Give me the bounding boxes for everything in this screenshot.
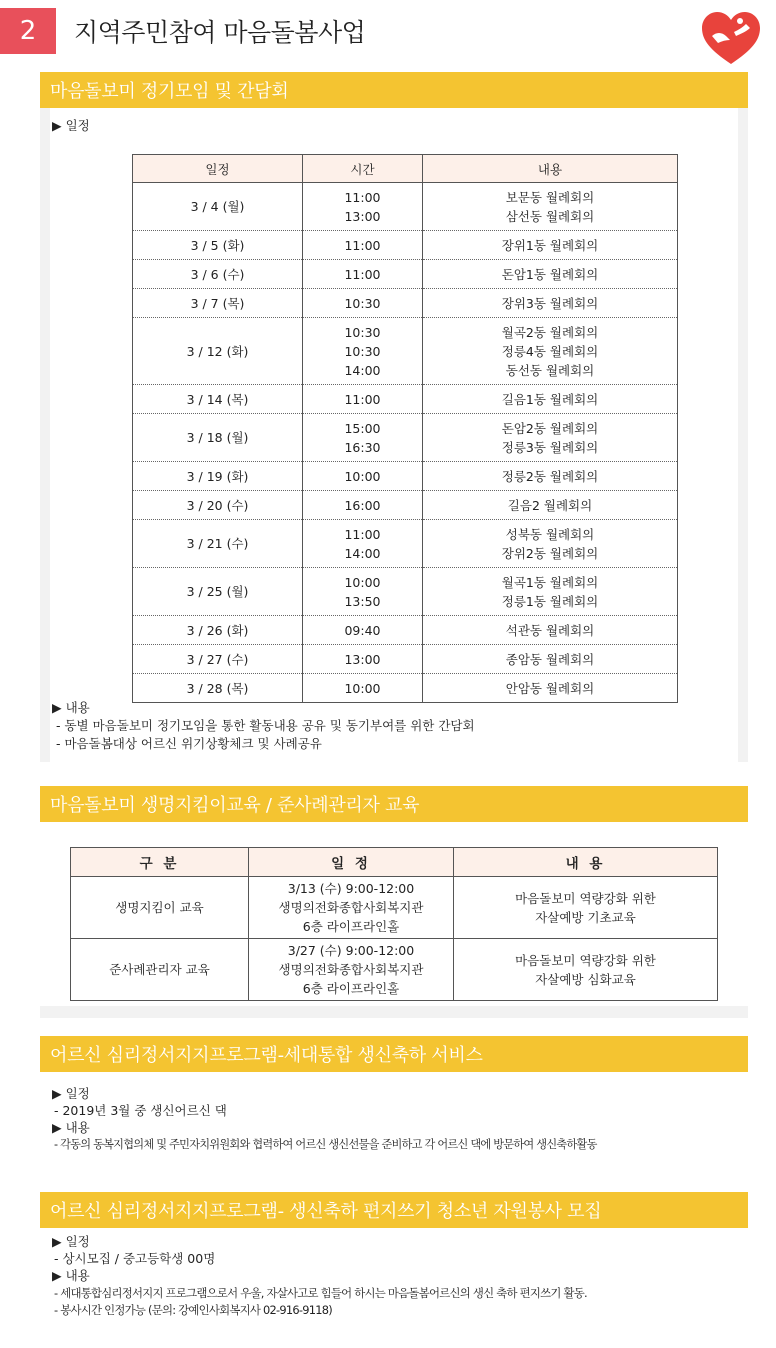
section-title: 어르신 심리정서지지프로그램- 생신축하 편지쓰기 청소년 자원봉사 모집 xyxy=(40,1192,748,1228)
schedule-content xyxy=(423,231,678,260)
schedule-date: 3 / 4 (월) xyxy=(133,183,303,231)
heart-hands-icon xyxy=(700,10,762,66)
schedule-line: 3/13 (수) 9:00-12:00 xyxy=(287,881,415,896)
section-title: 어르신 심리정서지지프로그램-세대통합 생신축하 서비스 xyxy=(40,1036,748,1072)
schedule-row xyxy=(133,231,678,260)
meeting-name: 성북동 월례회의 xyxy=(505,526,595,542)
section-number-badge: 2 xyxy=(0,8,56,54)
schedule-date: 3 / 7 (목) xyxy=(133,289,303,318)
time-value: 11:00 xyxy=(344,526,381,542)
time-value: 10:00 xyxy=(344,574,381,590)
schedule-content xyxy=(423,414,678,462)
content-line: 마음돌보미 역량강화 위한 xyxy=(515,952,656,968)
schedule-line: - 2019년 3월 중 생신어르신 댁 xyxy=(54,1103,227,1118)
content-line: - 봉사시간 인정가능 (문의: 강예인사회복지사 02-916-9118) xyxy=(54,1303,332,1317)
schedule-content xyxy=(423,289,678,318)
schedule-content xyxy=(423,645,678,674)
content-line: - 세대통합심리정서지지 프로그램으로서 우울, 자살사고로 힘들어 하시는 마음돌봄어르신의 생신 축하 편지쓰기 활동. xyxy=(54,1286,587,1300)
time-value: 16:00 xyxy=(344,497,381,513)
education-schedule xyxy=(249,877,454,939)
time-value: 16:30 xyxy=(344,439,381,455)
schedule-content xyxy=(423,385,678,414)
schedule-date: 3 / 25 (월) xyxy=(133,568,303,616)
time-value: 10:30 xyxy=(344,343,381,359)
schedule-date: 3 / 14 (목) xyxy=(133,385,303,414)
meeting-name: 돈암1동 월례회의 xyxy=(501,266,599,282)
schedule-time xyxy=(303,260,423,289)
schedule-line: 생명의전화종합사회복지관 xyxy=(278,900,424,915)
schedule-row xyxy=(133,616,678,645)
meeting-name: 장위3동 월례회의 xyxy=(501,295,599,311)
schedule-date: 3 / 19 (화) xyxy=(133,462,303,491)
schedule-row xyxy=(133,645,678,674)
schedule-content xyxy=(423,318,678,385)
education-schedule xyxy=(249,939,454,1001)
page-title: 지역주민참여 마음돌봄사업 xyxy=(74,18,366,47)
birthday-service-section xyxy=(40,1036,748,1176)
schedule-line: 생명의전화종합사회복지관 xyxy=(278,962,424,977)
schedule-time xyxy=(303,231,423,260)
meeting-name: 안암동 월례회의 xyxy=(505,680,595,696)
schedule-date: 3 / 6 (수) xyxy=(133,260,303,289)
meeting-schedule-table xyxy=(132,154,678,703)
column-header-content: 내용 xyxy=(423,155,678,183)
content-line: 마음돌보미 역량강화 위한 xyxy=(515,890,656,906)
meeting-name: 삼선동 월례회의 xyxy=(505,208,595,224)
schedule-time xyxy=(303,520,423,568)
schedule-time xyxy=(303,616,423,645)
time-value: 11:00 xyxy=(344,237,381,253)
meeting-name: 정릉1동 월례회의 xyxy=(501,593,599,609)
schedule-date: 3 / 18 (월) xyxy=(133,414,303,462)
schedule-time xyxy=(303,385,423,414)
time-value: 14:00 xyxy=(344,545,381,561)
schedule-row xyxy=(133,520,678,568)
schedule-time xyxy=(303,462,423,491)
section-title: 마음돌보미 정기모임 및 간담회 xyxy=(40,72,748,108)
schedule-row xyxy=(133,674,678,703)
schedule-line: 6층 라이프라인홀 xyxy=(302,919,400,934)
schedule-row xyxy=(133,414,678,462)
schedule-content xyxy=(423,674,678,703)
schedule-content xyxy=(423,616,678,645)
time-value: 15:00 xyxy=(344,420,381,436)
time-value: 14:00 xyxy=(344,362,381,378)
schedule-date: 3 / 12 (화) xyxy=(133,318,303,385)
time-value: 13:00 xyxy=(344,651,381,667)
section-title: 마음돌보미 생명지킴이교육 / 준사례관리자 교육 xyxy=(40,786,748,822)
meeting-name: 길음2 월례회의 xyxy=(507,497,593,513)
time-value: 10:30 xyxy=(344,324,381,340)
education-section xyxy=(40,786,748,1018)
schedule-row xyxy=(133,385,678,414)
schedule-row xyxy=(133,289,678,318)
regular-meeting-section xyxy=(40,72,748,762)
meeting-name: 동선동 월례회의 xyxy=(505,362,595,378)
section-body xyxy=(50,108,738,762)
schedule-date: 3 / 26 (화) xyxy=(133,616,303,645)
schedule-row xyxy=(133,183,678,231)
time-value: 10:30 xyxy=(344,295,381,311)
schedule-row xyxy=(133,260,678,289)
meeting-name: 돈암2동 월례회의 xyxy=(501,420,599,436)
schedule-time xyxy=(303,414,423,462)
schedule-date: 3 / 28 (목) xyxy=(133,674,303,703)
time-value: 11:00 xyxy=(344,189,381,205)
section-body xyxy=(40,822,748,1006)
schedule-content xyxy=(423,260,678,289)
education-table xyxy=(70,847,718,1001)
schedule-row xyxy=(133,491,678,520)
schedule-date: 3 / 20 (수) xyxy=(133,491,303,520)
schedule-time xyxy=(303,289,423,318)
schedule-time xyxy=(303,568,423,616)
schedule-time xyxy=(303,318,423,385)
content-line: - 각동의 동복지협의체 및 주민자치위원회와 협력하여 어르신 생신선물을 준비하고 각 어르신 댁에 방문하여 생신축하활동 xyxy=(54,1138,597,1151)
schedule-line: 3/27 (수) 9:00-12:00 xyxy=(287,943,415,958)
meeting-name: 장위1동 월례회의 xyxy=(501,237,599,253)
time-value: 11:00 xyxy=(344,266,381,282)
column-header-type: 구 분 xyxy=(71,848,249,877)
time-value: 10:00 xyxy=(344,680,381,696)
column-header-schedule: 일 정 xyxy=(249,848,454,877)
education-content xyxy=(454,939,718,1001)
content-line: - 마음돌봄대상 어르신 위기상황체크 및 사례공유 xyxy=(56,736,322,751)
content-label: ▶ 내용 xyxy=(52,1268,90,1283)
schedule-date: 3 / 21 (수) xyxy=(133,520,303,568)
meeting-name: 길음1동 월례회의 xyxy=(501,391,599,407)
section-body xyxy=(40,1228,748,1332)
meeting-name: 석관동 월례회의 xyxy=(505,622,595,638)
time-value: 13:00 xyxy=(344,208,381,224)
time-value: 13:50 xyxy=(344,593,381,609)
schedule-content xyxy=(423,520,678,568)
column-header-date: 일정 xyxy=(133,155,303,183)
schedule-row xyxy=(133,462,678,491)
time-value: 09:40 xyxy=(344,622,381,638)
schedule-row xyxy=(133,568,678,616)
page-header xyxy=(0,0,776,60)
schedule-label: ▶ 일정 xyxy=(52,1086,90,1101)
meeting-name: 월곡1동 월례회의 xyxy=(501,574,599,590)
schedule-row xyxy=(133,318,678,385)
education-content xyxy=(454,877,718,939)
schedule-content xyxy=(423,183,678,231)
meeting-name: 종암동 월례회의 xyxy=(505,651,595,667)
meeting-name: 보문동 월례회의 xyxy=(505,189,595,205)
content-label: ▶ 내용 xyxy=(52,1120,90,1135)
time-value: 11:00 xyxy=(344,391,381,407)
column-header-content: 내 용 xyxy=(454,848,718,877)
content-label: ▶ 내용 xyxy=(52,700,90,715)
education-type: 생명지킴이 교육 xyxy=(71,877,249,939)
meeting-name: 정릉2동 월례회의 xyxy=(501,468,599,484)
schedule-line: 6층 라이프라인홀 xyxy=(302,981,400,996)
schedule-content xyxy=(423,491,678,520)
content-line: 자살예방 기초교육 xyxy=(535,909,636,925)
meeting-name: 장위2동 월례회의 xyxy=(501,545,599,561)
schedule-label: ▶ 일정 xyxy=(52,1234,90,1249)
schedule-time xyxy=(303,674,423,703)
schedule-date: 3 / 27 (수) xyxy=(133,645,303,674)
meeting-name: 월곡2동 월례회의 xyxy=(501,324,599,340)
schedule-time xyxy=(303,183,423,231)
schedule-content xyxy=(423,568,678,616)
content-line: 자살예방 심화교육 xyxy=(535,971,636,987)
meeting-name: 정릉4동 월례회의 xyxy=(501,343,599,359)
meeting-name: 정릉3동 월례회의 xyxy=(501,439,599,455)
column-header-time: 시간 xyxy=(303,155,423,183)
schedule-line: - 상시모집 / 중고등학생 00명 xyxy=(54,1251,216,1266)
schedule-time xyxy=(303,645,423,674)
schedule-date: 3 / 5 (화) xyxy=(133,231,303,260)
content-line: - 동별 마음돌보미 정기모임을 통한 활동내용 공유 및 동기부여를 위한 간담회 xyxy=(56,718,475,733)
schedule-label: ▶ 일정 xyxy=(52,118,90,133)
schedule-time xyxy=(303,491,423,520)
schedule-content xyxy=(423,462,678,491)
section-body xyxy=(40,1072,748,1176)
education-type: 준사례관리자 교육 xyxy=(71,939,249,1001)
volunteer-recruit-section xyxy=(40,1192,748,1332)
time-value: 10:00 xyxy=(344,468,381,484)
